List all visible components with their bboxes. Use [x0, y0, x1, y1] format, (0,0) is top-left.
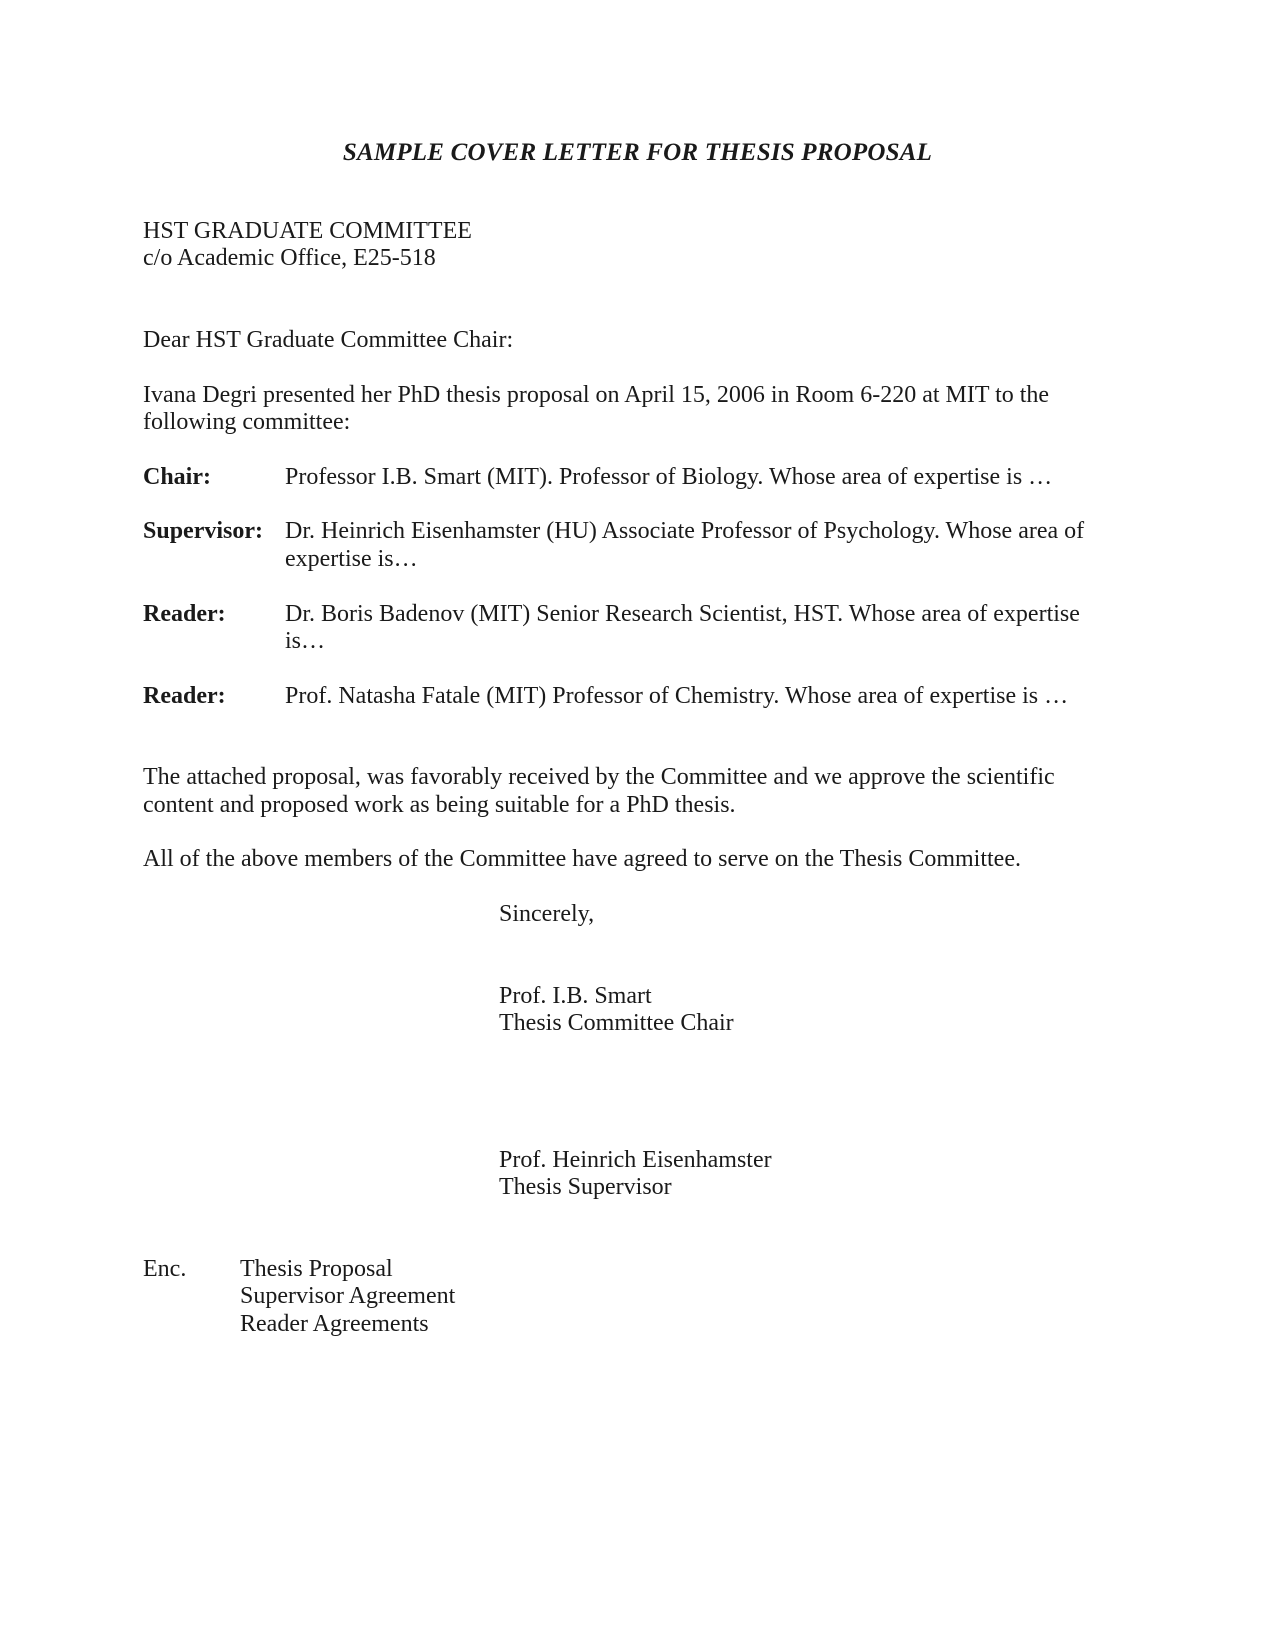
body-paragraph-2: All of the above members of the Committee have agreed to serve on the Thesis Committee.: [143, 846, 1021, 872]
signatory-1-title: Thesis Committee Chair: [499, 1010, 734, 1036]
committee-member-reader-2: Prof. Natasha Fatale (MIT) Professor of Chemistry. Whose area of expertise is …: [285, 683, 1069, 709]
committee-role-supervisor: Supervisor:: [143, 518, 263, 544]
signatory-2-name: Prof. Heinrich Eisenhamster: [499, 1147, 772, 1173]
intro-line-2: following committee:: [143, 409, 351, 435]
enclosure-item: Thesis Proposal: [240, 1256, 393, 1282]
committee-member-reader-1-cont: is…: [285, 628, 326, 654]
body-paragraph-1-line-1: The attached proposal, was favorably received by the Committee and we approve the scientific: [143, 764, 1055, 790]
committee-member-reader-1: Dr. Boris Badenov (MIT) Senior Research Scientist, HST. Whose area of expertise: [285, 601, 1080, 627]
enclosures-label: Enc.: [143, 1256, 187, 1282]
committee-role-reader-2: Reader:: [143, 683, 226, 709]
document-title: SAMPLE COVER LETTER FOR THESIS PROPOSAL: [342, 139, 933, 166]
committee-role-reader-1: Reader:: [143, 601, 226, 627]
committee-member-supervisor: Dr. Heinrich Eisenhamster (HU) Associate Professor of Psychology. Whose area of: [285, 518, 1085, 544]
intro-line-1: Ivana Degri presented her PhD thesis proposal on April 15, 2006 in Room 6-220 at MIT to the: [143, 382, 1050, 408]
committee-member-chair: Professor I.B. Smart (MIT). Professor of Biology. Whose area of expertise is …: [285, 464, 1053, 490]
address-line-2: c/o Academic Office, E25-518: [143, 245, 436, 271]
signatory-2-title: Thesis Supervisor: [499, 1174, 672, 1200]
enclosure-item: Reader Agreements: [240, 1311, 429, 1337]
address-line-1: HST GRADUATE COMMITTEE: [143, 218, 472, 244]
committee-role-chair: Chair:: [143, 464, 211, 490]
committee-member-supervisor-cont: expertise is…: [285, 546, 418, 572]
signatory-1-name: Prof. I.B. Smart: [499, 983, 652, 1009]
enclosure-item: Supervisor Agreement: [240, 1283, 456, 1309]
closing: Sincerely,: [499, 901, 595, 927]
salutation: Dear HST Graduate Committee Chair:: [143, 327, 514, 353]
body-paragraph-1-line-2: content and proposed work as being suitable for a PhD thesis.: [143, 792, 736, 818]
